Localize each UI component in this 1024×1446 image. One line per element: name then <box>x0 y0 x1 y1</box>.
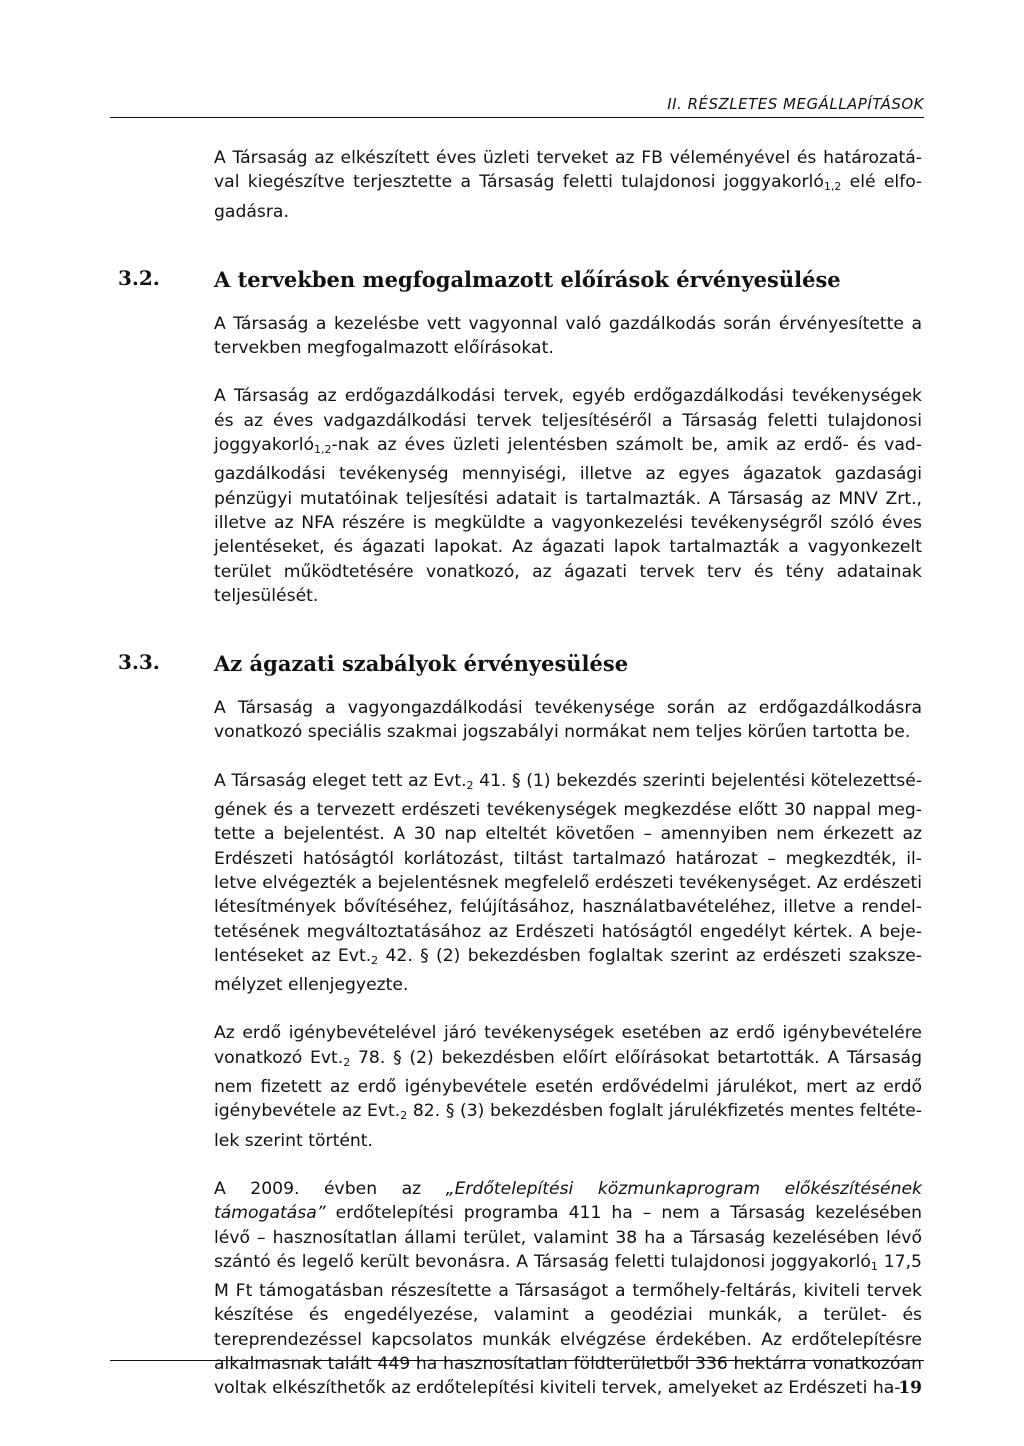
header-rule <box>110 117 924 118</box>
paragraph: A Társaság az erdőgazdálkodási tervek, egyéb erdőgazdálkodási tevékenységek és az éves vadgazdálkodási tervek teljesítéséről a Társaság feletti tulajdonosi joggyakorló$_{1,2}$-nak az éves üzleti jelentésben számolt be, amik az erdő- és vadgazdálkodási tevékenység mennyiségi, illetve az egyes ágazatok gazdasági pénzügyi mutatóinak teljesítési adatait is tartalmazták. A Társaság az MNV Zrt., illetve az NFA részére is megküldte a vagyonkezelési tevékenységről szóló éves jelentéseket, és ágazati lapokat. Az ágazati lapok tartalmazták a vagyonkezelt terület működtetésére vonatkozó, az ágazati tervek terv és tény adatainak teljesülését. <box>214 386 922 606</box>
section-title: A tervekben megfogalmazott előírások érvényesülése <box>214 266 841 292</box>
footer-rule <box>110 1360 924 1361</box>
paragraph: A Társaság eleget tett az $Evt._2$ 41. § (1) bekezdés szerinti bejelentési kötelezettségének és a tervezett erdészeti tevékenységek megkezdése előtt 30 nappal megtette a bejelentést. A 30 nap elteltét követően – amennyiben nem érkezett az Erdészeti hatóságtól korlátozást, tiltást tartalmazó határozat – megkezdték, illetve elvégezték a bejelentésnek megfelelő erdészeti tevékenységet. Az erdészeti létesítmények bővítéséhez, felújításához, használatbavételéhez, illetve a rendeltetésének megváltoztatásához az Erdészeti hatóságtól engedélyt kértek. A bejelentéseket az $Evt._2$ 42. § (2) bekezdésben foglaltak szerint az erdészeti szakszemélyzet ellenjegyezte. <box>214 770 923 996</box>
section-heading-3-2 <box>118 265 922 294</box>
running-head: II. RÉSZLETES MEGÁLLAPÍTÁSOK <box>667 95 924 113</box>
paragraph: A Társaság a vagyongazdálkodási tevékenysége során az erdőgazdálkodásra vonatkozó speciális szakmai jogszabályi normákat nem teljes körűen tartotta be. <box>214 698 922 743</box>
paragraph: Az erdő igénybevételével járó tevékenységek esetében az erdő igénybevételére vonatkozó $Evt._2$ 78. § (2) bekezdésben előírt előírásokat betartották. A Társaság nem fizetett az erdő igénybevétele esetén erdővédelmi járulékot, mert az erdő igénybevétele az $Evt._2$ 82. § (3) bekezdésben foglalt járulékfizetés mentes feltételek szerint történt. <box>214 1023 922 1151</box>
paragraph: A Társaság a kezelésbe vett vagyonnal való gazdálkodás során érvényesítette a tervekben megfogalmazott előírásokat. <box>214 313 922 359</box>
program-title: „Erdőtelepítési közmunkaprogram előkészítésének támogatása” <box>214 1178 922 1224</box>
intro-paragraph: A Társaság az elkészített éves üzleti terveket az FB véleményével és határozatával kiegészítve terjesztette a Társaság feletti tulajdonosi joggyakorló$_{1,2}$ elé elfogadásra. <box>214 148 922 222</box>
page-content <box>118 146 923 1425</box>
paragraph: A 2009. évben az „Erdőtelepítési közmunkaprogram előkészítésének támogatása” erdőtelepítési programba 411 ha – nem a Társaság kezelésében lévő – hasznosítatlan állami terület, valamint 38 ha a Társaság kezelésében lévő szántó és legelő került bevonásra. A Társaság feletti tulajdonosi joggyakorló$_1$ 17,5 M Ft támogatásban részesítette a Társaságot a termőhely-feltárás, kiviteli tervek készítése és engedélyezése, valamint a geodéziai munkák, a terület- és tereprendezéssel kapcsolatos munkák elvégzése érdekében. Az erdőtelepítésre alkalmasnak talált 449 ha hasznosítatlan földterületből 336 hektárra vonatkozóan voltak elkészíthetők az erdőtelepítési kiviteli tervek, amelyeket az Erdészeti ha- <box>214 1178 922 1399</box>
subscript: 1,2 <box>823 180 842 194</box>
section-heading-3-3 <box>118 650 922 678</box>
section-number: 3.3. <box>118 650 160 675</box>
page-number: 19 <box>898 1378 922 1398</box>
subscript: 2 <box>371 953 379 967</box>
section-title: Az ágazati szabályok érvényesülése <box>214 651 629 677</box>
subscript: 2 <box>343 1055 351 1069</box>
subscript: 1,2 <box>314 443 332 457</box>
section-number: 3.2. <box>118 265 160 290</box>
subscript: 2 <box>466 778 474 792</box>
subscript: 1 <box>870 1259 878 1273</box>
subscript: 2 <box>400 1109 408 1123</box>
